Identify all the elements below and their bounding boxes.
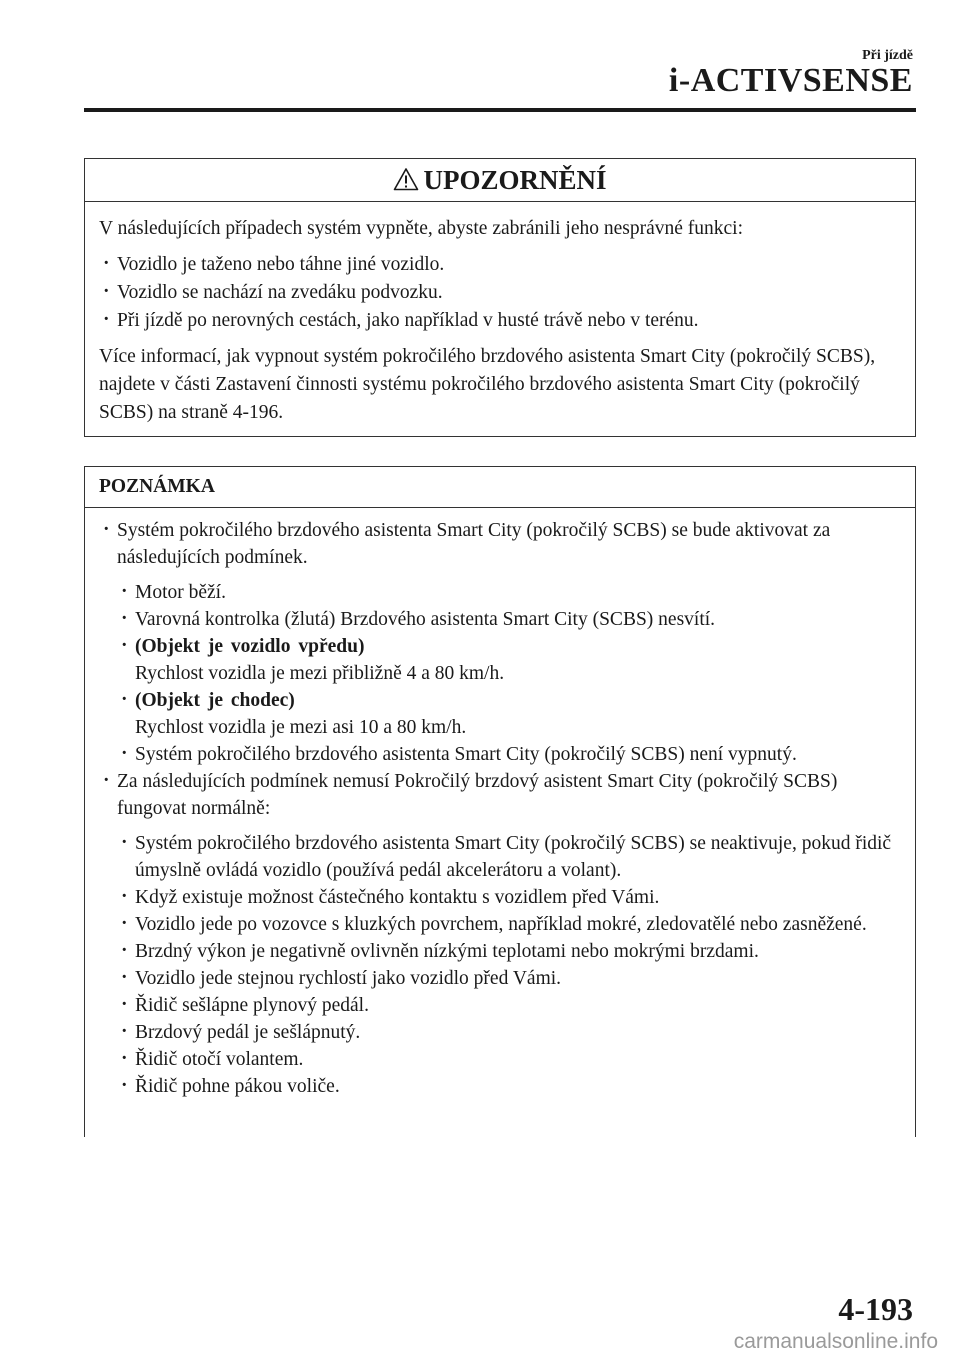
note-heading: POZNÁMKA	[85, 467, 915, 508]
warning-footer: Více informací, jak vypnout systém pokročilého brzdového asistenta Smart City (pokročilý SCBS), najdete v části Zastavení činnosti systému pokročilého brzdového asistenta Smart City (pokročilý SCBS) na straně 4-196.	[99, 346, 876, 423]
list-item	[117, 633, 901, 687]
exception-conditions	[117, 830, 901, 1100]
note-item-text: Systém pokročilého brzdového asistenta Smart City (pokročilý SCBS) se bude aktivovat za následujících podmínek.	[117, 520, 831, 568]
note-item-text: Za následujících podmínek nemusí Pokročilý brzdový asistent Smart City (pokročilý SCBS) fungovat normálně:	[117, 771, 838, 819]
warning-box	[84, 158, 916, 437]
warning-heading-bar	[85, 159, 915, 202]
list-item: · Brzdný výkon je negativně ovlivněn nízkými teplotami nebo mokrými brzdami.	[117, 938, 901, 965]
list-item: · Systém pokročilého brzdového asistenta Smart City (pokročilý SCBS) není vypnutý.	[117, 741, 901, 768]
list-item: · Systém pokročilého brzdového asistenta Smart City (pokročilý SCBS) se neaktivuje, pokud řidič úmyslně ovládá vozidlo (používá pedál akcelerátoru a volant).	[117, 830, 901, 884]
warning-triangle-icon	[393, 167, 419, 191]
note-body	[85, 508, 915, 1100]
list-item: · Řidič pohne pákou voliče.	[117, 1073, 901, 1100]
list-item: · Vozidlo je taženo nebo táhne jiné vozidlo.	[99, 251, 901, 279]
note-item-activation	[99, 517, 901, 768]
list-item: · Vozidlo jede po vozovce s kluzkých povrchem, například mokré, zledovatělé nebo zasněžené.	[117, 911, 901, 938]
list-item	[117, 687, 901, 741]
list-item: · Vozidlo se nachází na zvedáku podvozku.	[99, 279, 901, 307]
section-label: Při jízdě	[862, 48, 913, 63]
bullet-marker: ·	[103, 519, 110, 540]
activation-conditions	[117, 579, 901, 768]
list-item: · Motor běží.	[117, 579, 901, 606]
list-item: · Při jízdě po nerovných cestách, jako například v husté trávě nebo v terénu.	[99, 307, 901, 335]
list-item: · Varovná kontrolka (žlutá) Brzdového asistenta Smart City (SCBS) nesvítí.	[117, 606, 901, 633]
warning-heading: UPOZORNĚNÍ	[423, 164, 607, 195]
watermark: carmanualsonline.info	[733, 1330, 938, 1353]
list-item: · Když existuje možnost částečného kontaktu s vozidlem před Vámi.	[117, 884, 901, 911]
page-number: 4-193	[838, 1291, 913, 1327]
header-rule	[84, 108, 916, 112]
note-box	[84, 466, 916, 1137]
list-item: · Vozidlo jede stejnou rychlostí jako vozidlo před Vámi.	[117, 965, 901, 992]
note-item-exceptions	[99, 768, 901, 1100]
condition-label: · (Objekt je vozidlo vpředu)	[135, 636, 365, 657]
list-item: · Brzdový pedál je sešlápnutý.	[117, 1019, 901, 1046]
condition-text: Rychlost vozidla je mezi přibližně 4 a 80 km/h.	[135, 663, 505, 684]
warning-list	[99, 251, 901, 335]
warning-body	[85, 202, 915, 427]
condition-text: Rychlost vozidla je mezi asi 10 a 80 km/h.	[135, 717, 467, 738]
list-item: · Řidič sešlápne plynový pedál.	[117, 992, 901, 1019]
condition-label: · (Objekt je chodec)	[135, 690, 295, 711]
warning-intro: V následujících případech systém vypněte, abyste zabránili jeho nesprávné funkci:	[99, 218, 744, 239]
bullet-marker: ·	[103, 770, 110, 791]
page-title: i-ACTIVSENSE	[668, 62, 913, 99]
list-item: · Řidič otočí volantem.	[117, 1046, 901, 1073]
